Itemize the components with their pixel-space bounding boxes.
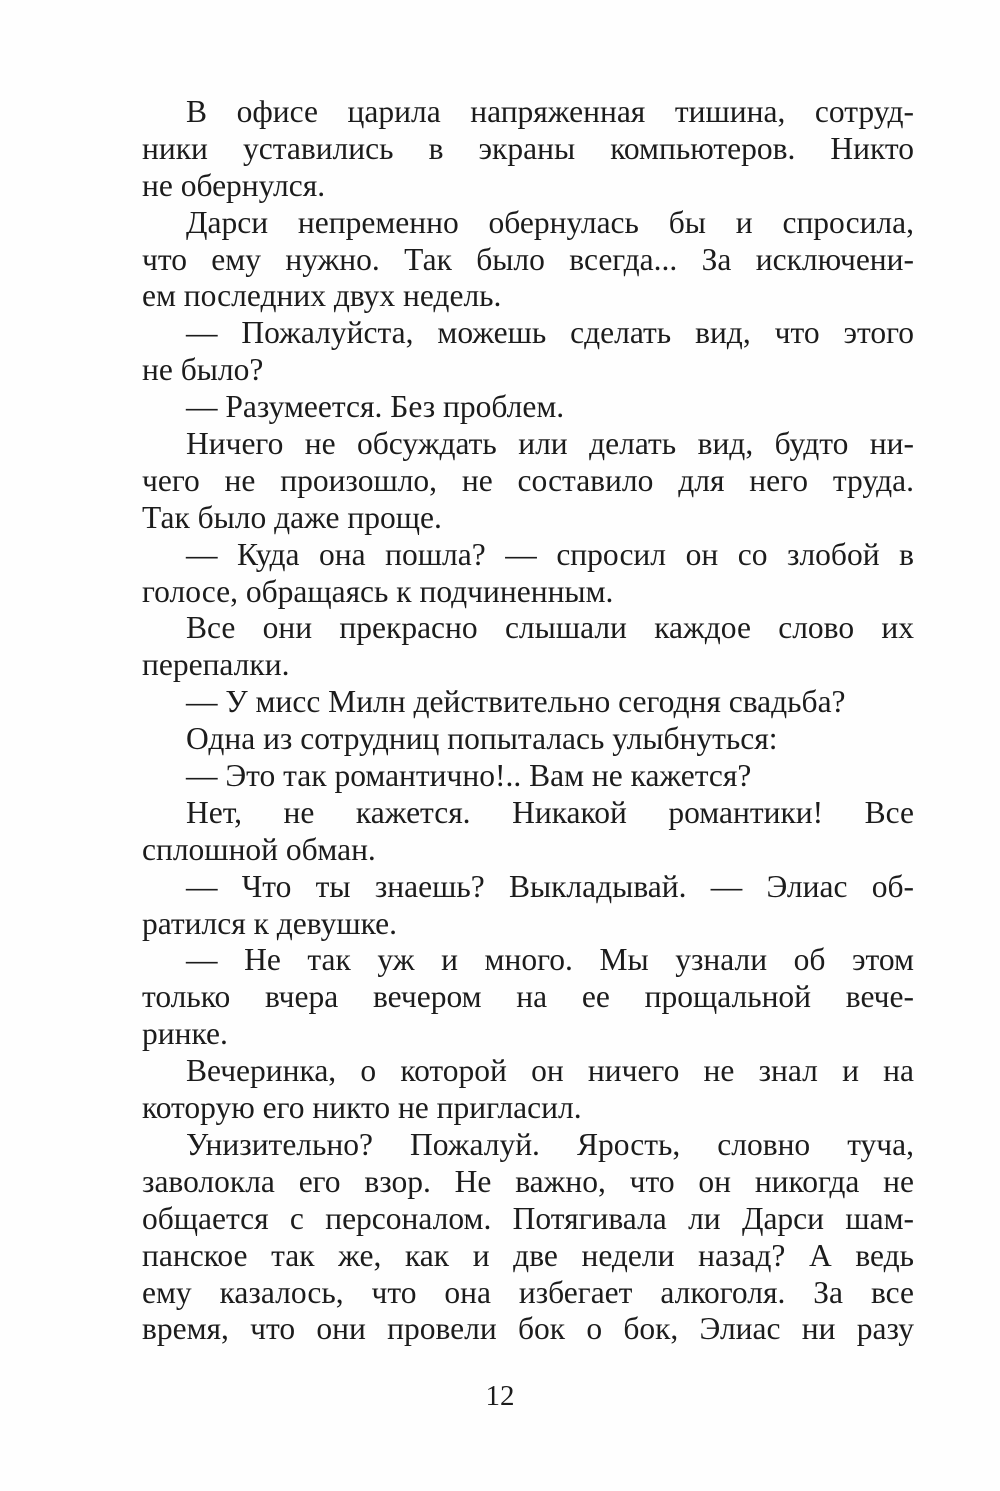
paragraph <box>142 942 914 1053</box>
text-line: — Не так уж и много. Мы узнали об этом <box>186 942 914 978</box>
paragraph <box>142 1127 914 1348</box>
paragraph <box>142 94 914 205</box>
text-line: Унизительно? Пожалуй. Ярость, словно туча, <box>186 1126 914 1162</box>
text-line: Так было даже проще. <box>142 499 442 535</box>
text-line: В офисе царила напряженная тишина, сотруд- <box>186 94 914 129</box>
text-line: Дарси непременно обернулась бы и спросила, <box>186 204 914 240</box>
text-line: — Что ты знаешь? Выкладывай. — Элиас об- <box>186 868 914 904</box>
text-line: время, что они провели бок о бок, Элиас ни разу <box>142 1311 914 1347</box>
text-line: не было? <box>142 352 264 388</box>
text-line: Одна из сотрудниц попыталась улыбнуться: <box>186 721 778 757</box>
paragraph <box>142 1053 914 1127</box>
paragraph <box>142 205 914 316</box>
paragraph <box>142 389 914 426</box>
paragraph <box>142 795 914 869</box>
text-line: — Пожалуйста, можешь сделать вид, что этого <box>186 315 914 351</box>
paragraph <box>142 758 914 795</box>
text-line: сплошной обман. <box>142 831 376 867</box>
text-line: Ничего не обсуждать или делать вид, будто ни- <box>186 426 914 462</box>
text-line: не обернулся. <box>142 167 326 203</box>
text-line: ем последних двух недель. <box>142 278 502 314</box>
text-line: — У мисс Милн действительно сегодня свадьба? <box>186 684 846 720</box>
paragraph <box>142 315 914 389</box>
text-line: голосе, обращаясь к подчиненным. <box>142 573 614 609</box>
paragraph <box>142 869 914 943</box>
text-line: — Разумеется. Без проблем. <box>186 389 565 425</box>
paragraph <box>142 721 914 758</box>
page-number: 12 <box>485 1380 515 1412</box>
text-line: заволокла его взор. Не важно, что он никогда не <box>142 1163 914 1199</box>
text-line: только вчера вечером на ее прощальной вече- <box>142 979 914 1015</box>
text-line: Нет, не кажется. Никакой романтики! Все <box>186 794 914 830</box>
paragraph <box>142 426 914 537</box>
text-line: ратился к девушке. <box>142 905 397 941</box>
text-line: Вечеринка, о которой он ничего не знал и на <box>186 1053 914 1089</box>
text-line: общается с персоналом. Потягивала ли Дарси шам- <box>142 1200 914 1236</box>
text-line: — Куда она пошла? — спросил он со злобой в <box>186 536 914 572</box>
text-line: — Это так романтично!.. Вам не кажется? <box>186 758 752 794</box>
text-line: перепалки. <box>142 647 290 683</box>
text-line: что ему нужно. Так было всегда... За исключени- <box>142 241 914 277</box>
text-line: которую его никто не пригласил. <box>142 1090 582 1126</box>
body-text <box>142 94 914 1348</box>
text-line: ему казалось, что она избегает алкоголя. За все <box>142 1274 914 1310</box>
paragraph <box>142 684 914 721</box>
paragraph <box>142 537 914 611</box>
text-line: ники уставились в экраны компьютеров. Никто <box>142 130 914 166</box>
text-line: Все они прекрасно слышали каждое слово их <box>186 610 914 646</box>
text-line: ринке. <box>142 1016 228 1052</box>
text-line: панское так же, как и две недели назад? А ведь <box>142 1237 914 1273</box>
text-line: чего не произошло, не составило для него труда. <box>142 462 914 498</box>
paragraph <box>142 610 914 684</box>
